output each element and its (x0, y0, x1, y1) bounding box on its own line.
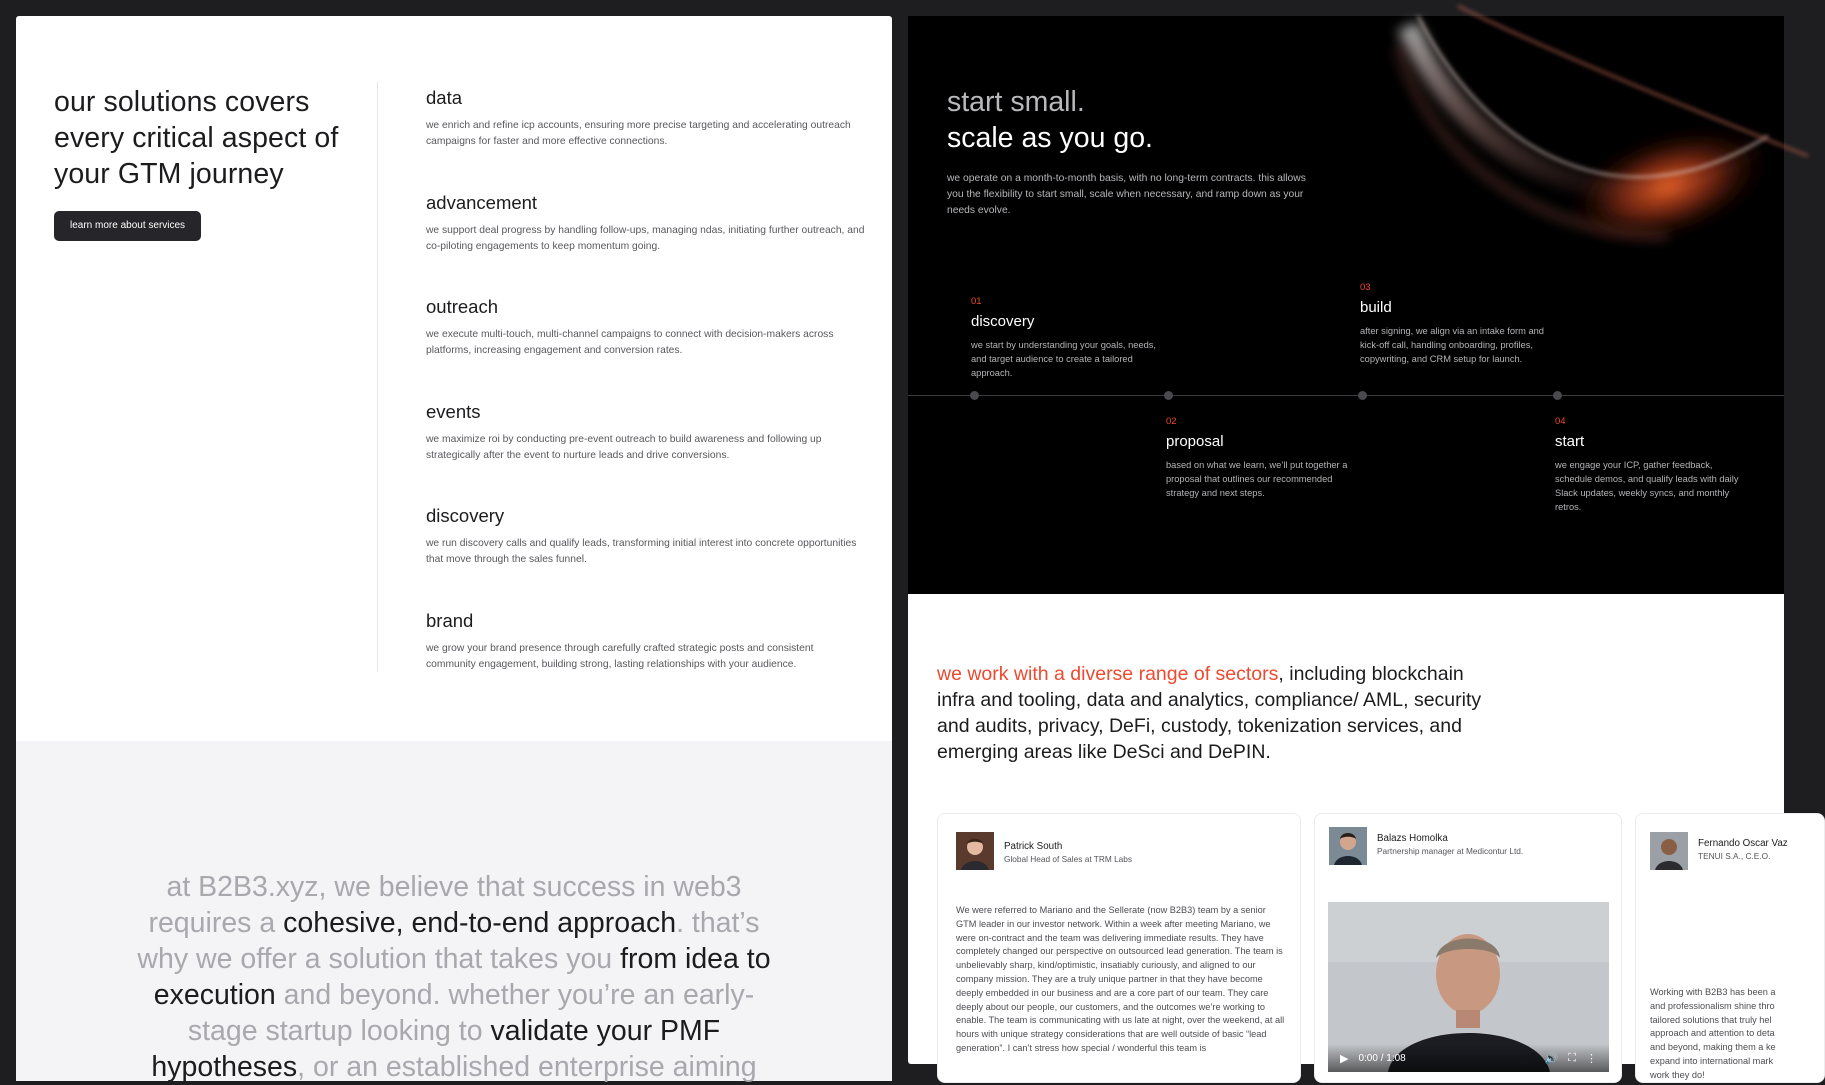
service-desc: we execute multi-touch, multi-channel campaigns to connect with decision-makers across platforms, increasing engagement and conversion rates. (426, 329, 834, 356)
person-role: TENUI S.A., C.E.O. (1698, 851, 1771, 861)
sectors-rest: , including blockchain infra and tooling, data and analytics, compliance/ AML, security and audits, privacy, DeFi, custody, tokenization services, and emerging areas like DeSci and DePIN. (937, 663, 1482, 763)
service-item-discovery (426, 504, 866, 609)
belief-highlight: cohesive, end-to-end approach (283, 907, 677, 939)
testimonial-card (1314, 813, 1622, 1083)
testimonial-video[interactable] (1328, 902, 1609, 1072)
timeline-dot (1553, 391, 1562, 400)
service-item-data (426, 86, 866, 191)
service-item-outreach (426, 295, 866, 400)
step-desc: we engage your ICP, gather feedback, schedule demos, and qualify leads with daily Slack updates, weekly syncs, and monthly retros. (1555, 460, 1739, 512)
service-title: advancement (426, 191, 538, 213)
person-role: Global Head of Sales at TRM Labs (1004, 854, 1133, 864)
fullscreen-icon[interactable]: ⛶ (1568, 1051, 1576, 1064)
step-proposal (1166, 416, 1356, 500)
timeline-dot (1358, 391, 1367, 400)
scale-as-you-go-title: scale as you go. (947, 122, 1153, 154)
service-title: outreach (426, 296, 498, 317)
service-title: brand (426, 609, 474, 631)
swirl-graphic (1338, 0, 1818, 286)
start-small-title: start small. (947, 86, 1085, 118)
testimonial-quote: Working with B2B3 has been a and professionalism shine thro tailored solutions that truly hel approach and attention to deta and beyond, making them a ke expand into international mark work they do! (1650, 987, 1776, 1080)
step-number: 01 (971, 296, 982, 307)
learn-more-services-button[interactable]: learn more about services (54, 211, 201, 241)
testimonial-card (937, 813, 1301, 1083)
right-page-panel (908, 16, 1788, 1080)
testimonial-quote: We were referred to Mariano and the Sellerate (now B2B3) team by a senior GTM leader in our investor network. Within a week after meeting Mariano, we were on-contract and the team was delivering immediate results. They have completely changed our perspective on outsourced lead generation. The team is unbelievably sharp, kind/optimistic, insatiably curiously, and aligned to our company mission. They are a truly unique partner in that they have become deeply embedded in our business and are a core part of our team. They care deeply about our people, our customers, and the outcomes we’re working to enable. The team is communicating with us late at night, over the weekend, at all hours with unique strategy considerations that are well outside of basic “lead generation”. I can’t stress how special / wonderful this team is (956, 905, 1285, 1053)
timeline-dot (1164, 391, 1173, 400)
play-icon[interactable]: ▶ (1340, 1052, 1349, 1065)
service-item-events (426, 400, 866, 505)
belief-text-part: at B2B3.xyz, we believe that success in web3 requires a (148, 871, 742, 939)
service-desc: we run discovery calls and qualify leads, transforming initial interest into concrete opportunities that move through the sales funnel. (426, 538, 857, 565)
step-title: build (1360, 299, 1392, 316)
service-item-advancement (426, 191, 866, 296)
services-list (426, 86, 866, 713)
service-title: events (426, 400, 481, 422)
start-small-section (908, 16, 1784, 594)
more-options-icon[interactable]: ⋮ (1586, 1052, 1597, 1065)
avatar (956, 832, 994, 870)
solutions-heading: our solutions covers every critical aspect of your GTM journey (54, 86, 339, 190)
step-build (1360, 282, 1550, 366)
avatar (1329, 827, 1367, 865)
volume-icon[interactable]: 🔊 (1544, 1052, 1559, 1065)
sectors-statement (937, 661, 1497, 765)
belief-text-part: . that’s why we offer a solution that takes you (137, 907, 760, 975)
step-start (1555, 416, 1745, 514)
service-desc: we support deal progress by handling follow-ups, managing ndas, initiating further outreach, and co-piloting engagements to keep momentum going. (426, 224, 865, 252)
service-desc: we maximize roi by conducting pre-event outreach to build awareness and following up strategically after the event to nurture leads and drive conversions. (426, 433, 822, 461)
start-small-description: we operate on a month-to-month basis, with no long-term contracts. this allows you the flexibility to start small, scale when necessary, and ramp down as your needs evolve. (947, 173, 1306, 216)
belief-text-part: , or an established enterprise aiming (297, 1051, 757, 1083)
timeline-dot (970, 391, 979, 400)
step-discovery (971, 296, 1161, 380)
step-title: discovery (971, 313, 1035, 330)
step-desc: based on what we learn, we’ll put together a proposal that outlines our recommended strategy and next steps. (1166, 460, 1348, 498)
service-item-brand (426, 609, 866, 714)
process-timeline (908, 395, 1784, 396)
sectors-accent: we work with a diverse range of sectors (937, 663, 1279, 685)
belief-highlight: from idea to execution (153, 943, 771, 1011)
service-desc: we grow your brand presence through carefully crafted strategic posts and consistent community engagement, building strong, lasting relationships with your audience. (426, 642, 814, 670)
belief-highlight: validate your PMF hypotheses (151, 1015, 721, 1083)
person-role: Partnership manager at Medicontur Ltd. (1377, 846, 1524, 856)
avatar (1650, 832, 1688, 870)
left-page-panel (16, 16, 892, 1083)
step-number: 02 (1166, 416, 1177, 427)
service-desc: we enrich and refine icp accounts, ensuring more precise targeting and accelerating outreach campaigns for faster and more effective connections. (426, 120, 851, 147)
video-controls (1328, 1044, 1609, 1072)
belief-statement (126, 869, 782, 1085)
step-desc: after signing, we align via an intake form and kick-off call, handling onboarding, profiles, copywriting, and CRM setup for launch. (1360, 326, 1544, 364)
solutions-divider (377, 82, 378, 672)
person-name: Patrick South (1004, 841, 1063, 852)
person-name: Fernando Oscar Vaz (1698, 838, 1788, 849)
step-title: proposal (1166, 433, 1224, 450)
belief-text-part: and beyond. whether you’re an early-stage startup looking to (187, 979, 755, 1047)
service-title: discovery (426, 505, 505, 526)
step-desc: we start by understanding your goals, needs, and target audience to create a tailored approach. (971, 340, 1157, 378)
step-number: 03 (1360, 282, 1371, 293)
step-title: start (1555, 433, 1585, 450)
testimonial-card (1635, 813, 1825, 1083)
person-name: Balazs Homolka (1377, 833, 1448, 844)
video-time: 0:00 / 1:08 (1358, 1052, 1406, 1064)
service-title: data (426, 87, 463, 108)
step-number: 04 (1555, 416, 1566, 427)
belief-section (16, 741, 892, 1081)
